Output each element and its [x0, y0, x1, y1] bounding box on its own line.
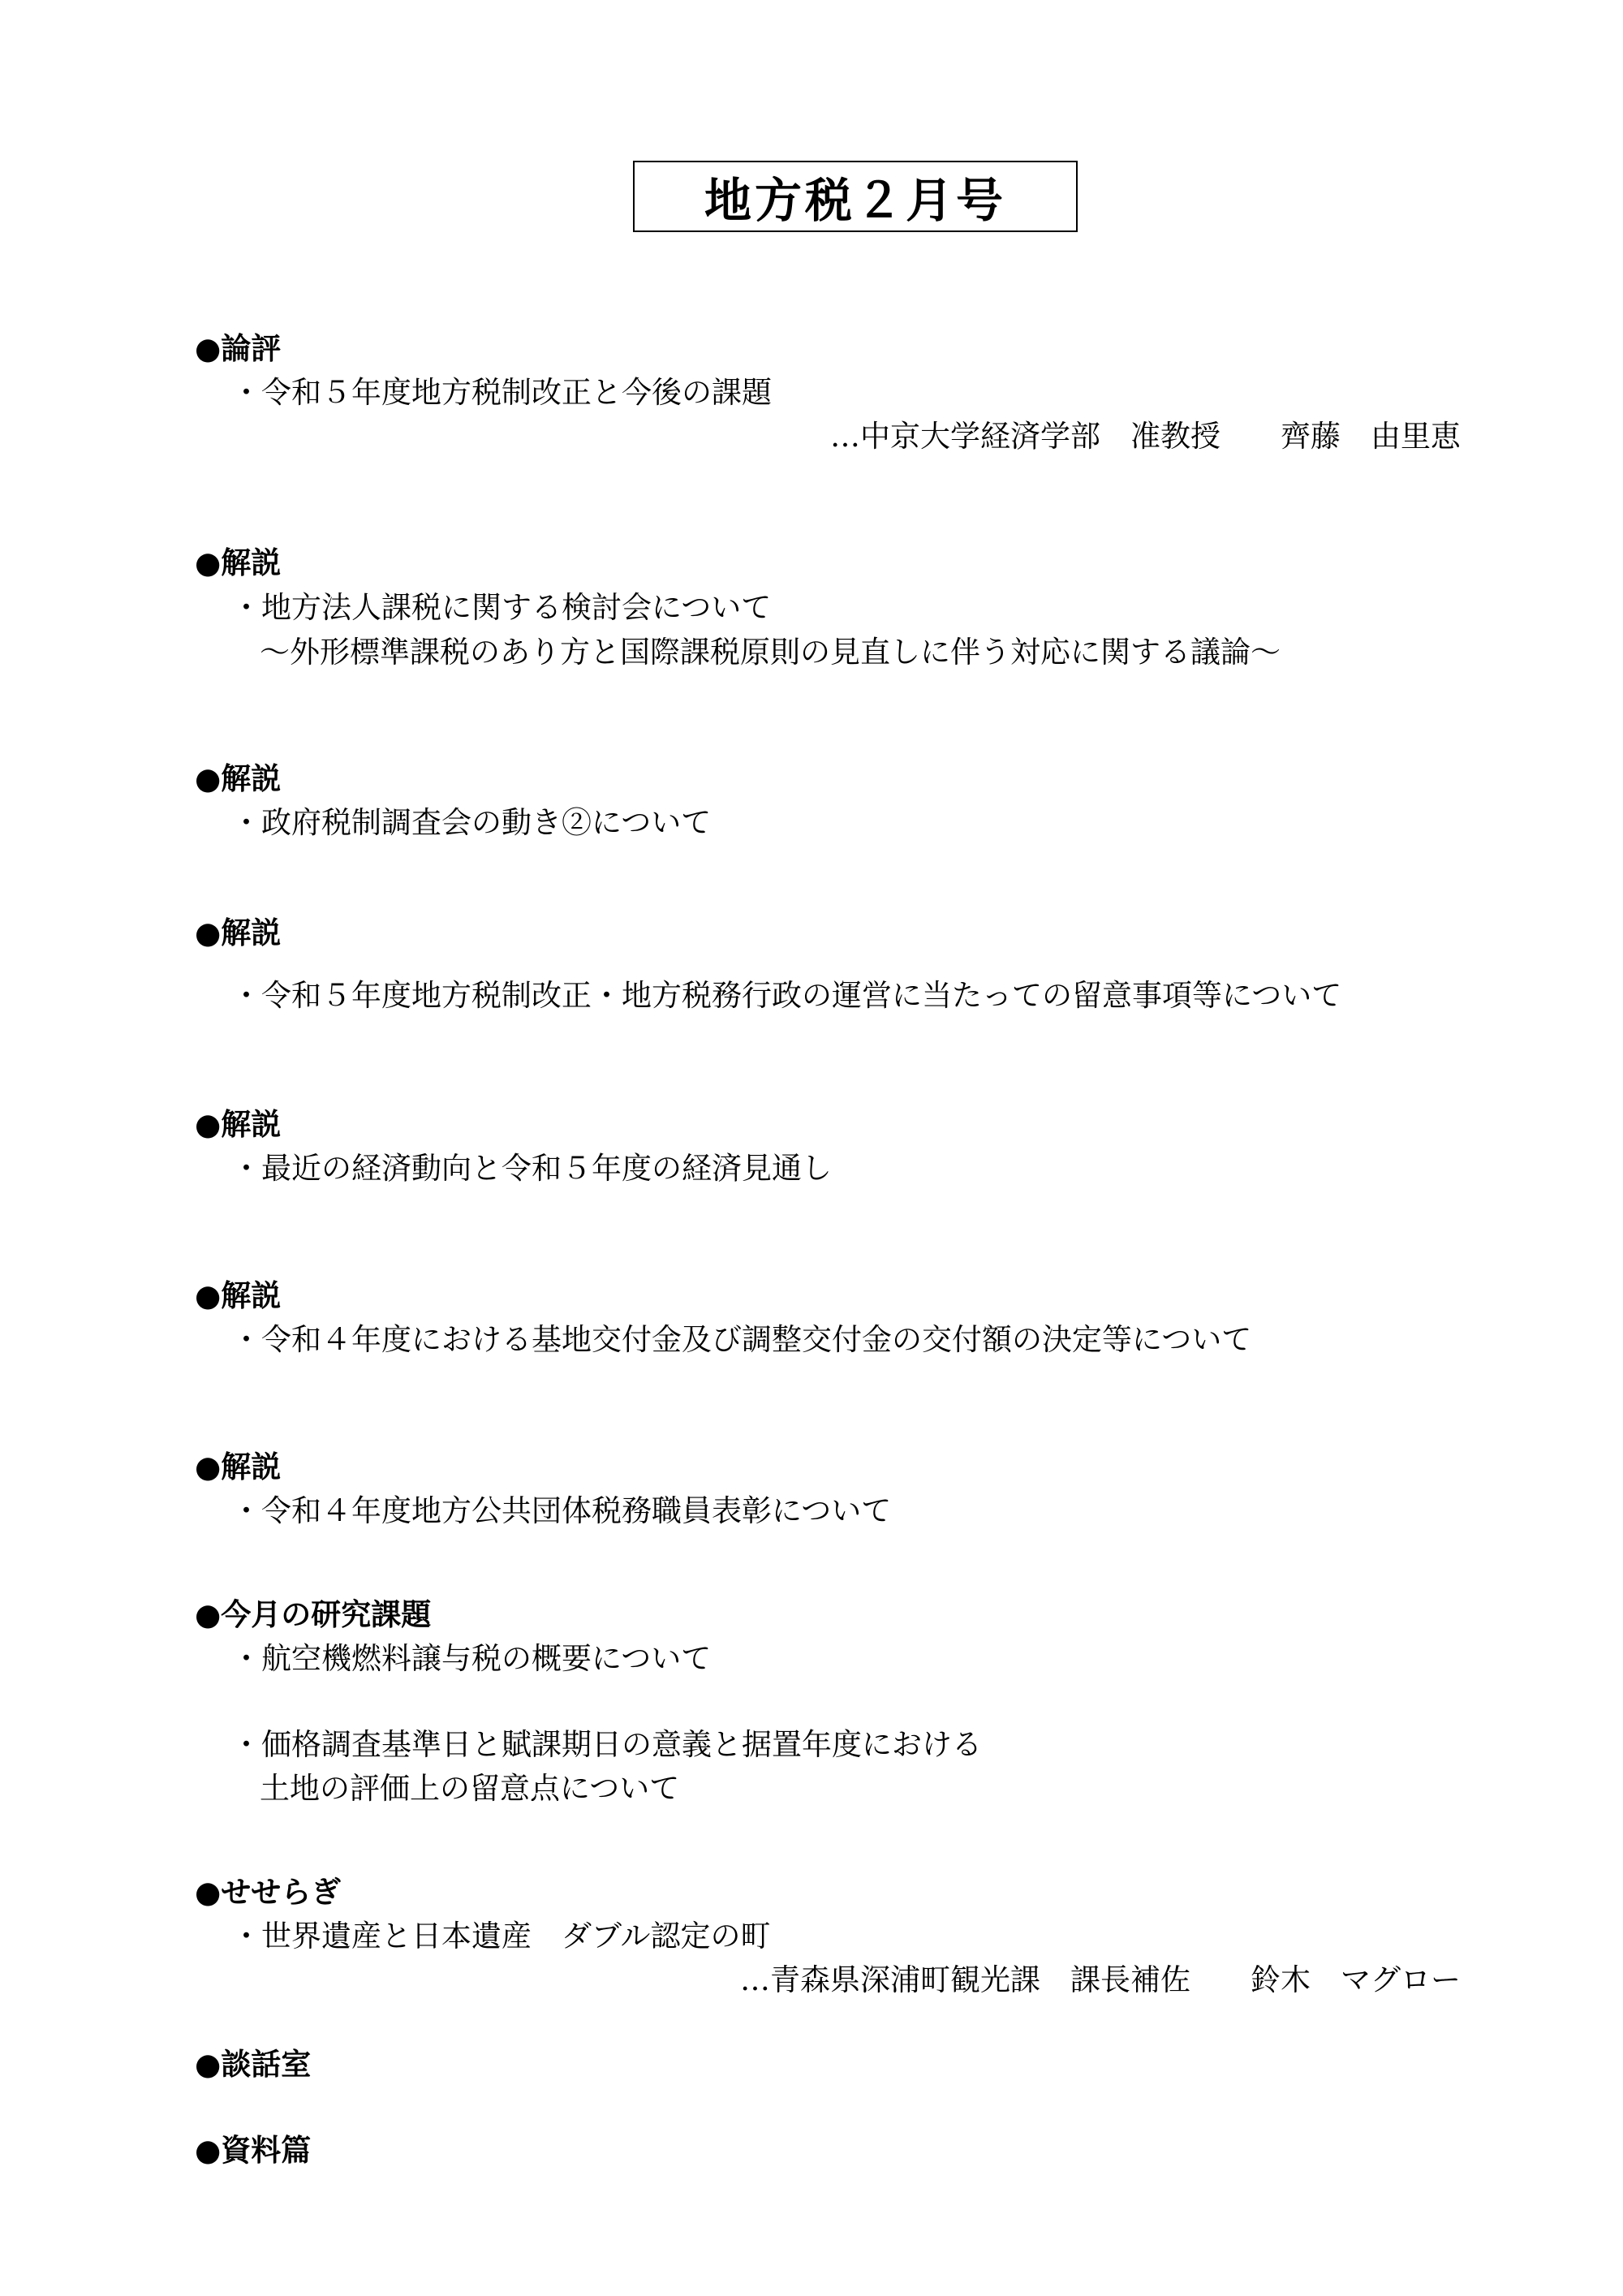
- section-heading-shiryohen: ●資料篇: [195, 2133, 312, 2168]
- article-title: ・価格調査基準日と賦課期日の意義と据置年度における: [231, 1727, 982, 1762]
- article-title: ・令和５年度地方税制改正と今後の課題: [231, 375, 772, 410]
- section-heading-kenkyu: ●今月の研究課題: [195, 1597, 432, 1632]
- article-title: ・令和４年度における基地交付金及び調整交付金の交付額の決定等について: [231, 1322, 1252, 1357]
- page-title: 地方税２月号: [633, 161, 1078, 232]
- section-heading-ronpyo: ●論評: [195, 331, 282, 366]
- section-heading-kaisetsu: ●解説: [195, 545, 282, 580]
- section-heading-kaisetsu: ●解説: [195, 1107, 282, 1142]
- article-title: ・最近の経済動向と令和５年度の経済見通し: [231, 1151, 832, 1186]
- section-heading-kaisetsu: ●解説: [195, 761, 282, 796]
- section-heading-kaisetsu: ●解説: [195, 1278, 282, 1313]
- article-title: ・世界遺産と日本遺産 ダブル認定の町: [231, 1919, 771, 1954]
- section-heading-kaisetsu: ●解説: [195, 1450, 282, 1484]
- section-heading-kaisetsu: ●解説: [195, 915, 282, 950]
- article-title: ・政府税制調査会の動き②について: [231, 805, 712, 840]
- article-author: …青森県深浦町観光課 課長補佐 鈴木 マグロー: [740, 1962, 1461, 1997]
- article-title: ・地方法人課税に関する検討会について: [231, 590, 772, 625]
- article-title: ・航空機燃料譲与税の概要について: [231, 1641, 712, 1676]
- article-author: …中京大学経済学部 准教授 齊藤 由里恵: [830, 419, 1461, 454]
- article-title: ・令和５年度地方税制改正・地方税務行政の運営に当たっての留意事項等について: [231, 978, 1342, 1013]
- article-subtitle: 土地の評価上の留意点について: [260, 1771, 680, 1806]
- section-heading-danwashitsu: ●談話室: [195, 2047, 312, 2082]
- article-subtitle: ～外形標準課税のあり方と国際課税原則の見直しに伴う対応に関する議論～: [260, 635, 1281, 670]
- article-title: ・令和４年度地方公共団体税務職員表彰について: [231, 1493, 892, 1528]
- section-heading-seseragi: ●せせらぎ: [195, 1875, 342, 1910]
